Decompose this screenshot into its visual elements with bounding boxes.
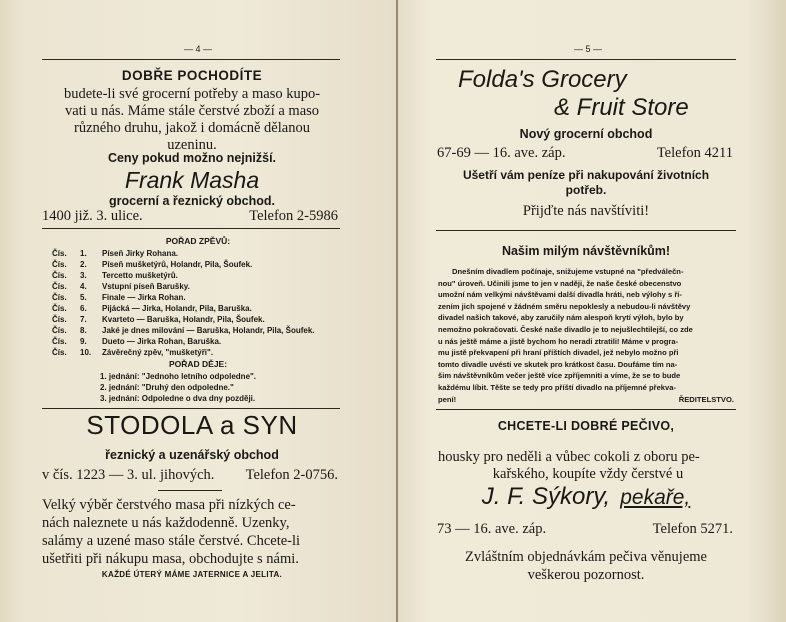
ad-slogan <box>434 168 738 198</box>
business-name: STODOLA a SYN <box>86 410 298 440</box>
song-label: Čís. <box>52 304 67 313</box>
notice-signature: ŘEDITELSTVO. <box>678 394 734 404</box>
song-number: 4. <box>80 282 87 291</box>
address-row <box>437 145 733 162</box>
ad-body-line: nách naleznete u nás každodenně. Uzenky, <box>42 515 290 531</box>
program-title: POŘAD ZPĚVŮ: <box>165 236 231 246</box>
phone: Telefon 4211 <box>656 145 733 161</box>
notice-line: pení! <box>438 394 457 404</box>
business-name-row <box>434 483 738 511</box>
acts-list <box>100 371 256 404</box>
notice-line: umožní nám velkými návštěvami další divadla hráti, neb výlohy s ří- <box>438 290 682 300</box>
song-list <box>52 248 315 358</box>
divider <box>436 59 736 60</box>
phone: Telefon 5271. <box>652 521 733 537</box>
notice-line: tomto divadle uvésti ve skutek pro krátkost času. Doufáme tím na- <box>438 359 678 369</box>
ad-body <box>40 86 344 154</box>
divider <box>42 408 340 409</box>
ad-heading: CHCETE-LI DOBRÉ PEČIVO, <box>497 419 675 433</box>
phone: Telefon 2-5986 <box>249 208 338 224</box>
ad-body-line: kařského, koupíte vždy čerstvé u <box>492 466 684 482</box>
song-number: 8. <box>80 326 87 335</box>
address: 1400 již. 3. ulice. <box>42 208 143 224</box>
notice-line: šim návštěvníkům večer ještě více zpříjemniti a víme, že se to bude <box>438 371 681 381</box>
song-label: Čís. <box>52 282 67 291</box>
address: 73 — 16. ave. záp. <box>437 521 547 537</box>
song-item <box>52 270 315 281</box>
ad-body-line: Velký výběr čerstvého masa při nízkých ce- <box>42 497 296 513</box>
act-item: 1. jednání: "Jednoho letního odpoledne". <box>100 372 257 381</box>
song-label: Čís. <box>52 249 67 258</box>
song-number: 7. <box>80 315 87 324</box>
notice-line: u nás ještě máme a jistě bychom ho neradi ztratili! Máme v progra- <box>438 336 679 346</box>
address-row <box>437 521 733 538</box>
act-item: 2. jednání: "Druhý den odpoledne." <box>100 383 234 392</box>
address: 67-69 — 16. ave. záp. <box>437 145 566 161</box>
song-label: Čís. <box>52 260 67 269</box>
acts-title: POŘAD DĚJE: <box>168 359 228 369</box>
business-subtitle: Nový grocerní obchod <box>519 127 653 141</box>
business-name: Frank Masha <box>124 167 260 193</box>
business-name-line: & Fruit Store <box>554 94 689 121</box>
ad-slogan-line: potřeb. <box>565 183 607 197</box>
divider <box>436 409 736 410</box>
song-item <box>52 281 315 292</box>
song-title: Píseň Jirky Rohana. <box>102 249 179 258</box>
song-number: 1. <box>80 249 87 258</box>
page-number: — 5 — <box>573 44 602 54</box>
notice-line: nou" úroveň. Učinili jsme to jen v naději, že naše české obecenstvo <box>438 278 682 288</box>
song-item <box>52 336 315 347</box>
notice-line: zením jich spojené v žádném směru nepoklesly a nebudou-li návštěvy <box>438 301 691 311</box>
song-number: 10. <box>80 348 92 357</box>
song-item <box>52 303 315 314</box>
song-title: Kvarteto — Baruška, Holandr, Pila, Šoufek. <box>102 315 265 324</box>
notice-line: každému líbit. Těšte se tedy pro příští divadlo na příjemné překva- <box>438 382 677 392</box>
song-label: Čís. <box>52 348 67 357</box>
song-item <box>52 248 315 259</box>
song-title: Jaké je dnes milování — Baruška, Holandr, Pila, Šoufek. <box>102 326 315 335</box>
song-item <box>52 259 315 270</box>
notice-title: Našim milým návštěvníkům! <box>501 244 671 258</box>
phone: Telefon 2-0756. <box>245 467 338 483</box>
address-row <box>42 467 338 484</box>
ad-footer-line: veškerou pozornost. <box>527 567 645 583</box>
address: v čís. 1223 — 3. ul. jihových. <box>42 467 215 483</box>
ad-body-line: budete-li své grocerní potřeby a maso kupo- <box>63 86 321 102</box>
song-item <box>52 325 315 336</box>
divider <box>42 59 340 60</box>
notice-line: Dnešním divadlem počínaje, snižujeme vstupné na "předválečn- <box>452 267 684 276</box>
song-number: 3. <box>80 271 87 280</box>
ad-footer <box>434 548 738 584</box>
address-row <box>42 208 338 225</box>
song-title: Pijácká — Jirka, Holandr, Pila, Baruška. <box>102 304 252 313</box>
ad-footer: KAŽDÉ ÚTERÝ MÁME JATERNICE A JELITA. <box>101 570 283 579</box>
notice-body <box>438 266 734 405</box>
business-trade: pekaře, <box>620 486 691 509</box>
ad-slogan-line: Ušetří vám peníze při nakupování životních <box>462 168 710 182</box>
ad-invite: Přijďte nás navštíviti! <box>522 203 650 219</box>
ad-body-line: vati u nás. Máme stále čerstvé zboží a maso <box>64 103 320 119</box>
ad-body-line: housky pro neděli a vůbec cokoli z oboru pe- <box>438 449 700 465</box>
ad-body-line: salámy a uzené maso stále čerstvé. Chcete-li <box>42 533 301 549</box>
song-label: Čís. <box>52 326 67 335</box>
song-item <box>52 347 315 358</box>
notice-line: divadel našich takové, aby zaručily nám alespoň krytí výloh, bylo by <box>438 313 684 323</box>
right-page <box>398 0 786 622</box>
act-item: 3. jednání: Odpoledne o dva dny později. <box>100 394 256 403</box>
song-title: Tercetto mušketýrů. <box>102 271 178 280</box>
song-label: Čís. <box>52 315 67 324</box>
business-subtitle: řeznický a uzenářský obchod <box>105 448 279 462</box>
notice-last-row <box>438 394 734 406</box>
song-title: Dueto — Jirka Rohan, Baruška. <box>102 337 222 346</box>
ad-body-line: ušetřiti při nákupu masa, obchodujte s námi. <box>42 551 299 567</box>
song-label: Čís. <box>52 271 67 280</box>
notice-line: nemožno pokračovati. České naše divadlo je to nejušlechtilejší, co zde <box>438 324 693 334</box>
ad-footer-line: Zvláštním objednávkám pečiva věnujeme <box>465 549 707 565</box>
song-label: Čís. <box>52 293 67 302</box>
notice-line: mu jistě překvapení při hraní příštích divadel, jež nebylo možno při <box>438 348 679 358</box>
ad-body-line: uzeninu. <box>167 137 217 153</box>
divider <box>42 228 340 229</box>
song-title: Vstupní píseň Barušky. <box>102 282 190 291</box>
ad-body-line: různého druhu, jakož i domácně dělanou <box>74 120 310 136</box>
song-number: 2. <box>80 260 87 269</box>
song-title: Finale — Jirka Rohan. <box>102 293 186 302</box>
business-subtitle: grocerní a řeznický obchod. <box>108 194 275 208</box>
short-divider <box>158 490 222 491</box>
song-label: Čís. <box>52 337 67 346</box>
divider <box>436 230 736 231</box>
ad-prices: Ceny pokud možno nejnižší. <box>107 151 277 165</box>
song-item <box>52 292 315 303</box>
song-number: 5. <box>80 293 87 302</box>
song-number: 6. <box>80 304 87 313</box>
business-name: J. F. Sýkory, <box>481 483 611 510</box>
ad-body <box>438 449 738 483</box>
song-item <box>52 314 315 325</box>
song-title: Závěrečný zpěv, "mušketýři". <box>102 348 214 357</box>
business-name-line: Folda's Grocery <box>458 66 627 93</box>
ad-heading: DOBŘE POCHODÍTE <box>121 68 263 83</box>
song-title: Píseň mušketýrů, Holandr, Pila, Šoufek. <box>102 260 253 269</box>
ad-body <box>42 496 342 568</box>
page-number: — 4 — <box>183 44 212 54</box>
song-number: 9. <box>80 337 87 346</box>
